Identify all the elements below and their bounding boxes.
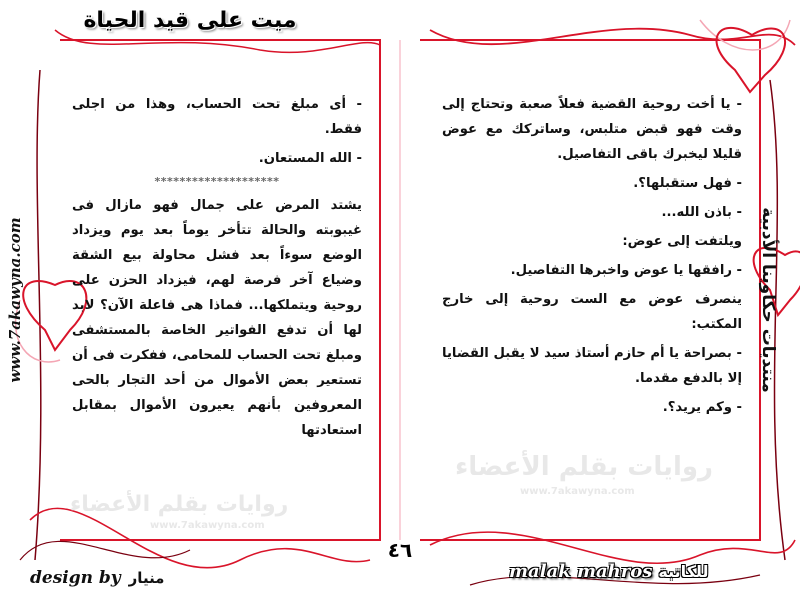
paragraph: - أى مبلغ تحت الحساب، وهذا من اجلى فقط. [72,97,362,137]
paragraph: - باذن الله... [661,205,742,220]
page-title: ميت على قيد الحياة [83,8,297,33]
paragraph: - يا أخت روحية القضية فعلاً صعبة وتحتاج إلى وقت فهو قبض متلبس، وساتركك مع عوض قليلا ليخبرك باقى التفاصيل. [442,97,742,162]
sidebar-forum-name: منتديات حكاوينا الأدبية [758,207,778,393]
watermark-url-left: www.7akawyna.com [150,520,265,531]
design-credit [30,568,164,588]
watermark-arabic-right: روايات بقلم الأعضاء [455,452,713,482]
paragraph: ينصرف عوض مع الست روحية إلى خارج المكتب: [442,292,742,332]
watermark-arabic-left: روايات بقلم الأعضاء [70,492,289,517]
right-text-column [442,92,742,424]
asterisk-separator: ******************** [154,175,280,188]
author-name: malak mahros [509,560,653,582]
author-label: للكاتبة [658,561,709,581]
watermark-url-right: www.7akawyna.com [520,486,635,497]
author-credit [505,558,712,584]
paragraph: - الله المستعان. [258,151,362,166]
left-text-column [72,92,362,447]
paragraph: ويلتفت إلى عوض: [622,234,742,249]
paragraph: - رافقها يا عوض واخبرها التفاصيل. [510,263,742,278]
page-number: ٤٦ [387,538,413,562]
paragraph: - فهل ستقبلها؟. [633,176,742,191]
paragraph: يشتد المرض على جمال فهو مازال فى غيبوبته والحالة تتأخر يوماً بعد يوم ويزداد الوضع سوءاً بعد فشل محاولة بيع الشقة وضياع آخر فرصة لهم، فيزداد الحزن على روحية ويتملكها... فماذا هى فاعلة الآن؟ لابد لها أن تدفع الفواتير الخاصة بالمستشفى ومبلغ تحت الحساب للمحامى، ففكرت فى أن تستعير بعض الأموال من أحد التجار بالحى المعروفين بأنهم يعيرون الأموال بمقابل استعادتها [72,198,362,438]
paragraph: - بصراحة يا أم حازم أستاذ سيد لا يقبل القضايا إلا بالدفع مقدما. [442,346,742,386]
design-by-label: design by [30,568,121,588]
paragraph: - وكم يريد؟. [662,400,742,415]
designer-name: منيار [128,569,165,587]
sidebar-url: www.7akawyna.com [6,217,24,383]
